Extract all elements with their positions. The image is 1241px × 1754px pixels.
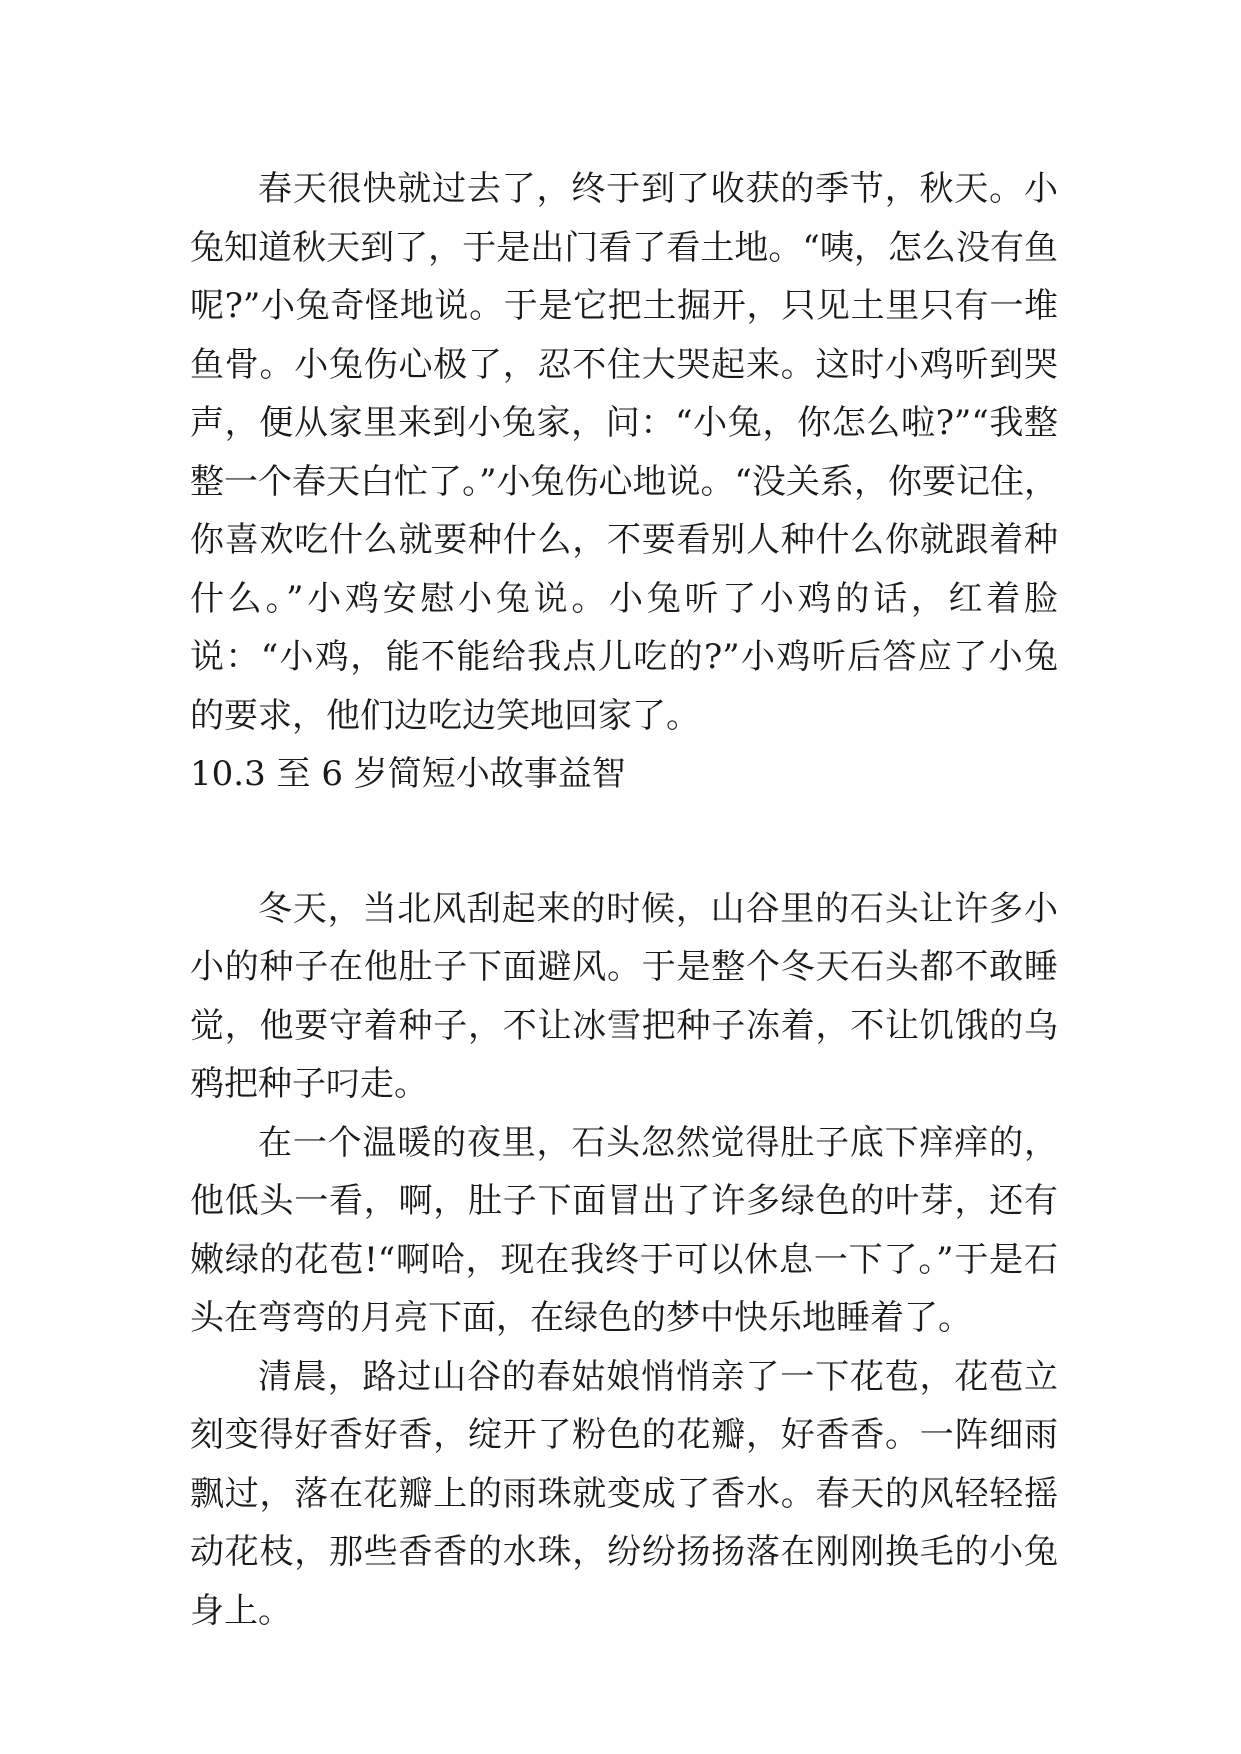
- story-paragraph: 清晨，路过山谷的春姑娘悄悄亲了一下花苞，花苞立刻变得好香好香，绽开了粉色的花瓣，好香香。一阵细雨飘过，落在花瓣上的雨珠就变成了香水。春天的风轻轻摇动花枝，那些香香的水珠，纷纷扬扬落在刚刚换毛的小兔身上。: [190, 1356, 1058, 1631]
- story-paragraph: 在一个温暖的夜里，石头忽然觉得肚子底下痒痒的，他低头一看，啊，肚子下面冒出了许多绿色的叶芽，还有嫩绿的花苞!“啊哈，现在我终于可以休息一下了。”于是石头在弯弯的月亮下面，在绿色的梦中快乐地睡着了。: [190, 1122, 1058, 1338]
- story-heading: 10.3 至 6 岁简短小故事益智: [190, 754, 626, 794]
- story-paragraph: 冬天，当北风刮起来的时候，山谷里的石头让许多小小的种子在他肚子下面避风。于是整个冬天石头都不敢睡觉，他要守着种子，不让冰雪把种子冻着，不让饥饿的乌鸦把种子叼走。: [190, 888, 1058, 1104]
- story-paragraph: 春天很快就过去了，终于到了收获的季节，秋天。小兔知道秋天到了，于是出门看了看土地。“咦，怎么没有鱼呢?”小兔奇怪地说。于是它把土掘开，只见土里只有一堆鱼骨。小兔伤心极了，忍不住大哭起来。这时小鸡听到哭声，便从家里来到小兔家，问：“小兔，你怎么啦?”“我整整一个春天白忙了。”小兔伤心地说。“没关系，你要记住，你喜欢吃什么就要种什么，不要看别人种什么你就跟着种什么。”小鸡安慰小兔说。小兔听了小鸡的话，红着脸说：“小鸡，能不能给我点儿吃的?”小鸡听后答应了小兔的要求，他们边吃边笑地回家了。: [190, 169, 1058, 736]
- section-spacer: [190, 804, 1058, 880]
- document-body: [190, 160, 1058, 1640]
